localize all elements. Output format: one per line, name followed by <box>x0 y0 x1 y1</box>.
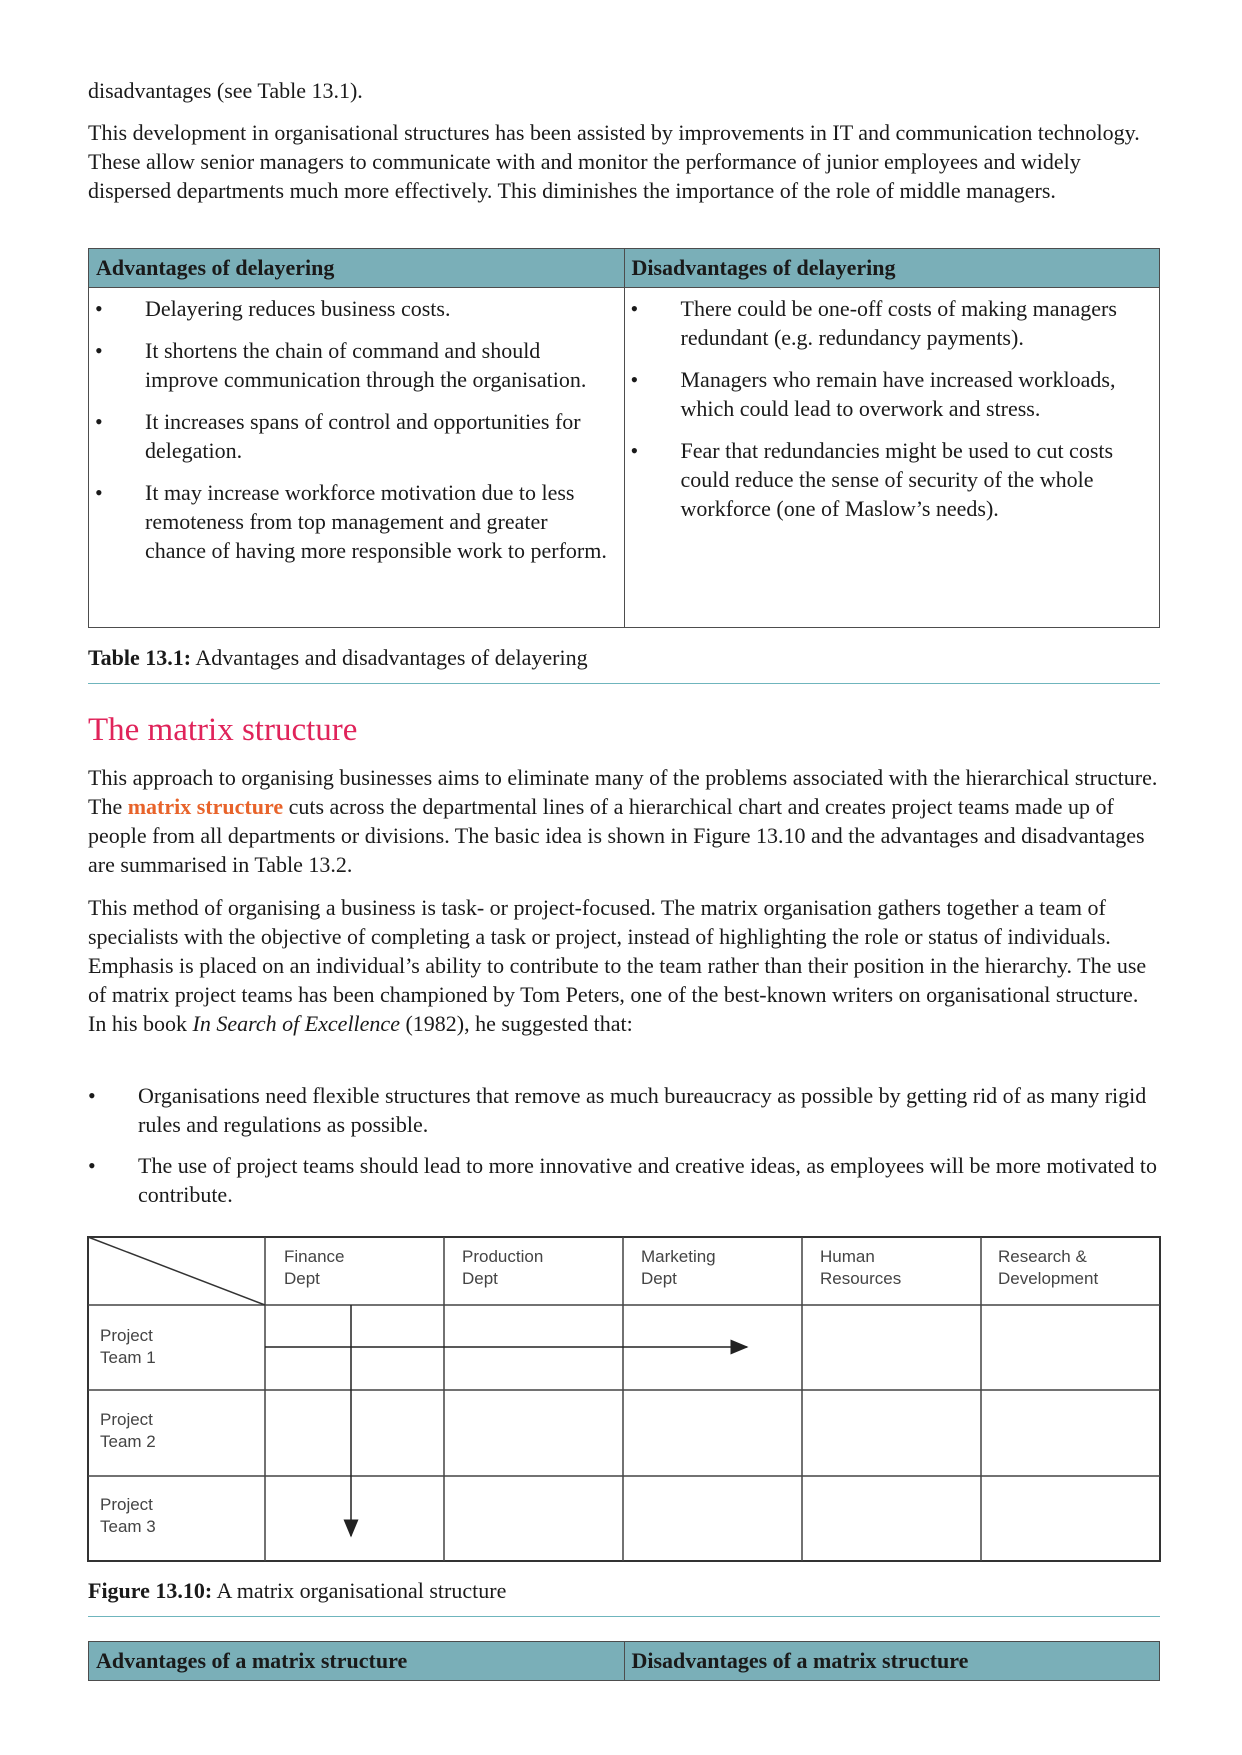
peters-points <box>88 1081 1160 1221</box>
column-label-marketing: Marketing Dept <box>641 1247 716 1288</box>
figure-caption: Figure 13.10: A matrix organisational structure <box>88 1578 507 1603</box>
list-item: • It increases spans of control and opportunities for delegation. <box>95 409 581 463</box>
list-item: • It may increase workforce motivation due to less remoteness from top management and greater chance of having more responsible work to perform. <box>95 480 607 563</box>
list-item: • Fear that redundancies might be used to cut costs could reduce the sense of security of the whole workforce (one of Maslow’s needs). <box>630 438 1114 521</box>
list-item: • Managers who remain have increased workloads, which could lead to overwork and stress. <box>630 367 1116 421</box>
column-label-production: Production Dept <box>462 1247 544 1288</box>
matrix-disadvantages-header: Disadvantages of a matrix structure <box>624 1642 1160 1681</box>
table-caption: Table 13.1: Advantages and disadvantages of delayering <box>88 645 588 670</box>
list-item: • It shortens the chain of command and should improve communication through the organisation. <box>95 338 587 392</box>
advantages-cell <box>89 288 625 628</box>
matrix-advantages-header: Advantages of a matrix structure <box>89 1642 625 1681</box>
delayering-table <box>88 248 1160 628</box>
matrix-table <box>88 1641 1160 1681</box>
intro-fragment: disadvantages (see Table 13.1). <box>88 78 363 103</box>
row-label-team-2: Project Team 2 <box>100 1410 156 1451</box>
corner-diagonal <box>88 1237 265 1305</box>
keyword-matrix-structure: matrix structure <box>127 794 284 819</box>
list-item: • Organisations need flexible structures that remove as much bureaucracy as possible by getting rid of as many rigid rules and regulations as possible. <box>88 1083 1147 1137</box>
disadvantages-cell <box>624 288 1160 628</box>
advantages-header: Advantages of delayering <box>89 249 625 288</box>
list-item: • The use of project teams should lead to more innovative and creative ideas, as employees will be more motivated to contribute. <box>88 1153 1158 1207</box>
column-label-human-resources: Human Resources <box>820 1247 902 1288</box>
book-title: In Search of Excellence <box>192 1011 400 1036</box>
list-item: • There could be one-off costs of making managers redundant (e.g. redundancy payments). <box>630 296 1117 350</box>
section-heading: The matrix structure <box>88 712 358 748</box>
column-label-finance: Finance Dept <box>284 1247 345 1288</box>
divider <box>88 683 1160 684</box>
matrix-paragraph-2: This method of organising a business is task- or project-focused. The matrix organisation gathers together a team of specialists with the objective of completing a task or project, instead of highlighting the role or status of individuals. Emphasis is placed on an individual’s ability to contribute to the team rather than their position in the hierarchy. The use of matrix project teams has been championed by Tom Peters, one of the best-known writers on organisational structure. In his book In Search of Excellence (1982), he suggested that: <box>88 895 1147 1036</box>
column-label-research: Research & Development <box>998 1247 1099 1288</box>
row-label-team-3: Project Team 3 <box>100 1495 156 1536</box>
row-label-team-1: Project Team 1 <box>100 1326 156 1367</box>
matrix-paragraph-1: This approach to organising businesses aims to eliminate many of the problems associated with the hierarchical structure. The matrix structure cuts across the departmental lines of a hierarchical chart and creates project teams made up of people from all departments or divisions. The basic idea is shown in Figure 13.10 and the advantages and disadvantages are summarised in Table 13.2. <box>88 765 1158 877</box>
list-item: • Delayering reduces business costs. <box>95 296 451 321</box>
development-paragraph: This development in organisational structures has been assisted by improvements in IT and communication technology. These allow senior managers to communicate with and monitor the performance of junior employees and widely dispersed departments much more effectively. This diminishes the importance of the role of middle managers. <box>88 120 1140 203</box>
disadvantages-header: Disadvantages of delayering <box>624 249 1160 288</box>
divider <box>88 1616 1160 1617</box>
